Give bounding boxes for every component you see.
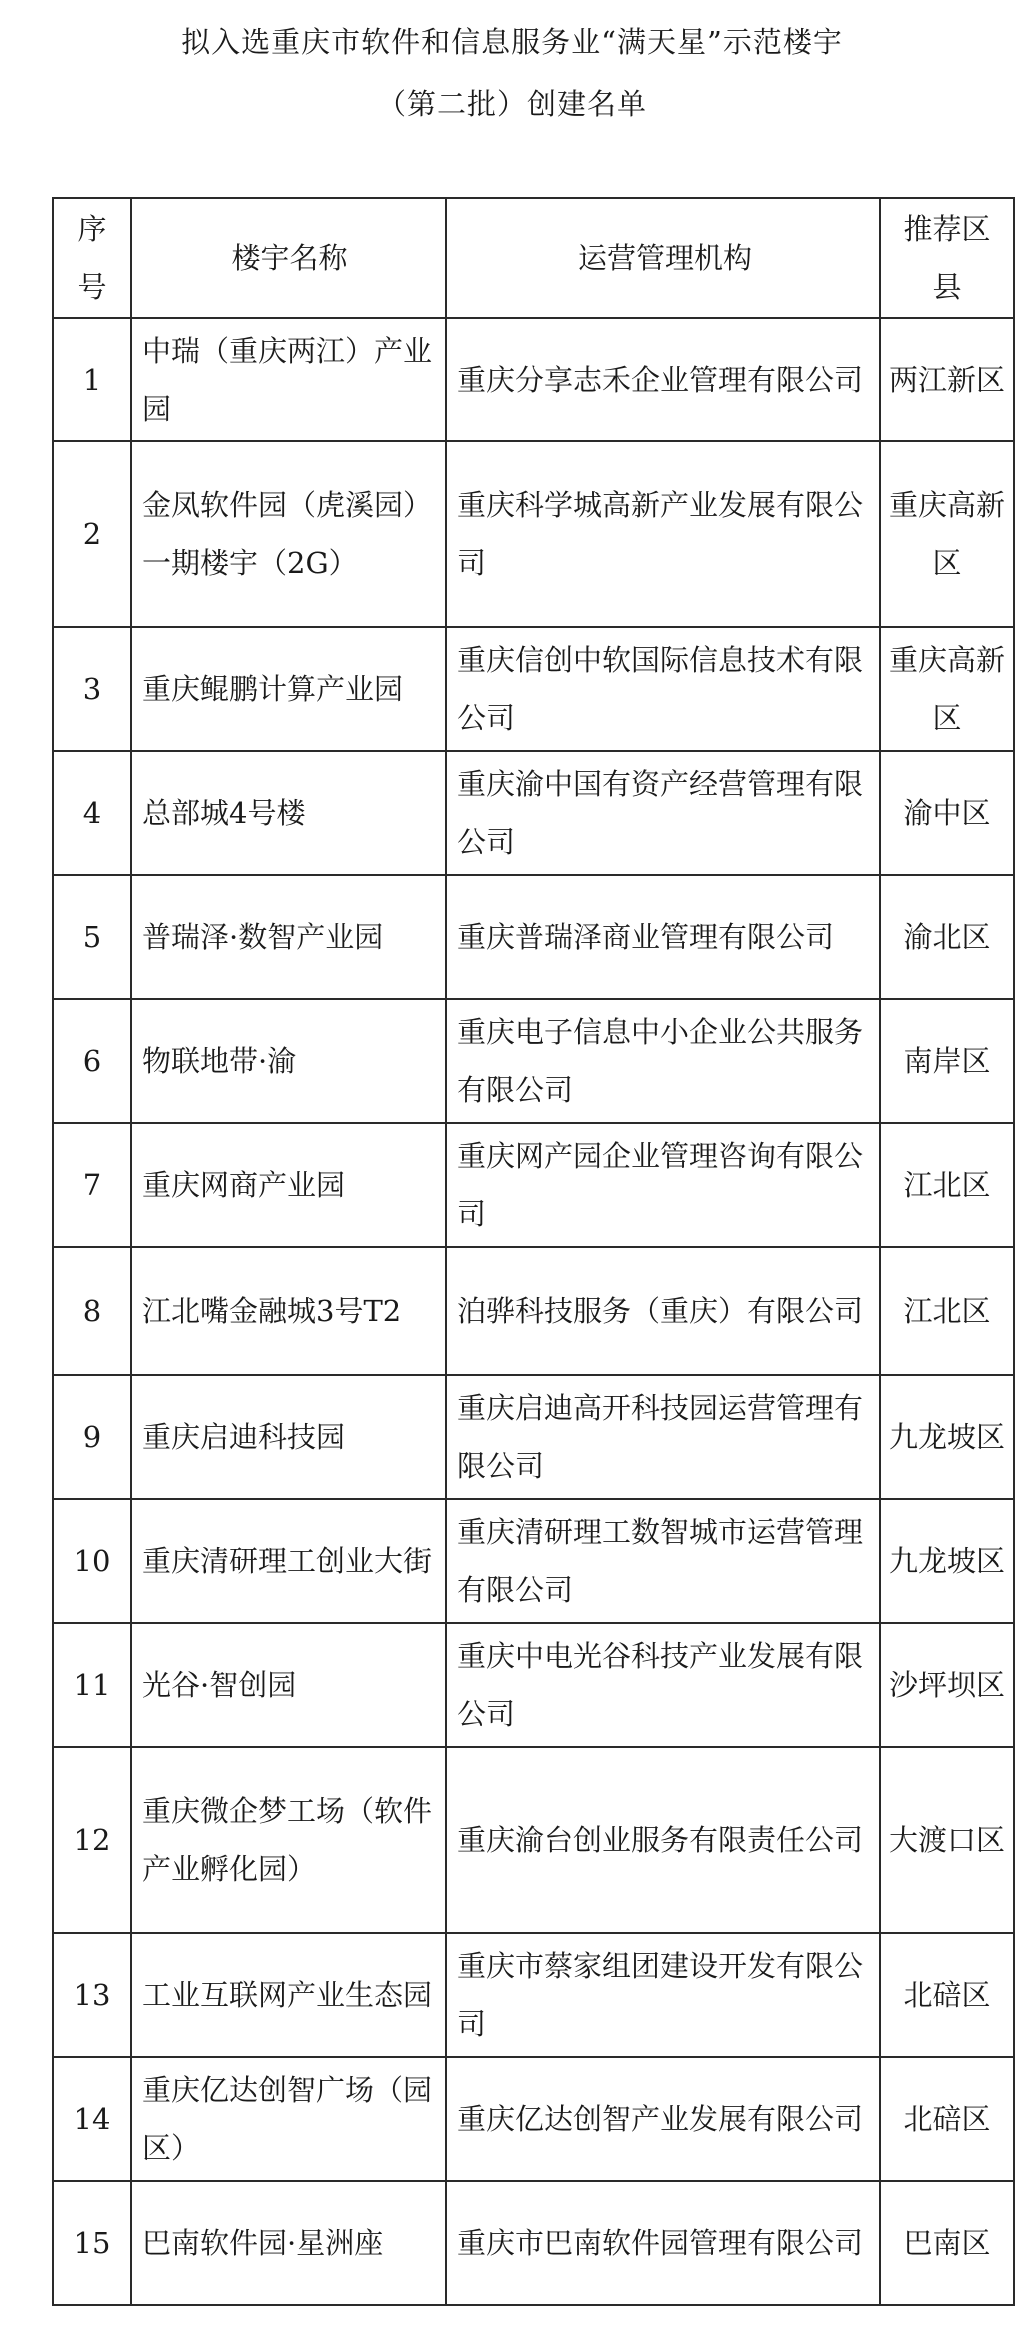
row-district: 江北区 (880, 1123, 1014, 1247)
row-org: 重庆信创中软国际信息技术有限公司 (446, 627, 880, 751)
row-district: 北碚区 (880, 2057, 1014, 2181)
table-row (53, 627, 1014, 751)
row-index: 1 (53, 318, 131, 441)
table-row (53, 318, 1014, 441)
row-index: 14 (53, 2057, 131, 2181)
row-district: 大渡口区 (880, 1747, 1014, 1933)
table-row (53, 999, 1014, 1123)
row-name: 重庆微企梦工场（软件产业孵化园） (131, 1747, 446, 1933)
row-district: 九龙坡区 (880, 1499, 1014, 1623)
row-org: 重庆电子信息中小企业公共服务有限公司 (446, 999, 880, 1123)
row-name: 重庆清研理工创业大街 (131, 1499, 446, 1623)
table-row (53, 2057, 1014, 2181)
table-row (53, 1375, 1014, 1499)
row-district: 沙坪坝区 (880, 1623, 1014, 1747)
row-org: 重庆渝中国有资产经营管理有限公司 (446, 751, 880, 875)
document-title: 拟入选重庆市软件和信息服务业“满天星”示范楼宇 (181, 25, 843, 59)
row-district: 两江新区 (880, 318, 1014, 441)
table-row (53, 875, 1014, 999)
table-row (53, 751, 1014, 875)
header-org: 运营管理机构 (446, 198, 880, 318)
row-index: 8 (53, 1247, 131, 1375)
row-district: 重庆高新区 (880, 627, 1014, 751)
row-index: 2 (53, 441, 131, 627)
row-index: 13 (53, 1933, 131, 2057)
table-row (53, 1747, 1014, 1933)
roster-table (52, 197, 1015, 2306)
row-index: 6 (53, 999, 131, 1123)
table-row (53, 1123, 1014, 1247)
row-org: 重庆普瑞泽商业管理有限公司 (446, 875, 880, 999)
row-name: 江北嘴金融城3号T2 (131, 1247, 446, 1375)
row-district: 九龙坡区 (880, 1375, 1014, 1499)
row-org: 重庆网产园企业管理咨询有限公司 (446, 1123, 880, 1247)
table-row (53, 1933, 1014, 2057)
row-district: 渝中区 (880, 751, 1014, 875)
row-district: 江北区 (880, 1247, 1014, 1375)
table-row (53, 2181, 1014, 2305)
row-name: 重庆亿达创智广场（园区） (131, 2057, 446, 2181)
row-org: 重庆渝台创业服务有限责任公司 (446, 1747, 880, 1933)
row-district: 北碚区 (880, 1933, 1014, 2057)
table-row (53, 1499, 1014, 1623)
row-district: 渝北区 (880, 875, 1014, 999)
row-index: 12 (53, 1747, 131, 1933)
row-name: 普瑞泽·数智产业园 (131, 875, 446, 999)
row-org: 重庆市蔡家组团建设开发有限公司 (446, 1933, 880, 2057)
row-index: 15 (53, 2181, 131, 2305)
table-header-row (53, 198, 1014, 318)
table-row (53, 1247, 1014, 1375)
table-row (53, 441, 1014, 627)
row-index: 10 (53, 1499, 131, 1623)
row-org: 重庆分享志禾企业管理有限公司 (446, 318, 880, 441)
row-name: 金凤软件园（虎溪园）一期楼宇（2G） (131, 441, 446, 627)
row-name: 物联地带·渝 (131, 999, 446, 1123)
row-name: 工业互联网产业生态园 (131, 1933, 446, 2057)
row-index: 4 (53, 751, 131, 875)
header-name: 楼宇名称 (131, 198, 446, 318)
row-org: 重庆市巴南软件园管理有限公司 (446, 2181, 880, 2305)
row-name: 重庆启迪科技园 (131, 1375, 446, 1499)
header-district: 推荐区县 (880, 198, 1014, 318)
row-index: 7 (53, 1123, 131, 1247)
row-index: 11 (53, 1623, 131, 1747)
row-name: 巴南软件园·星洲座 (131, 2181, 446, 2305)
row-org: 重庆亿达创智产业发展有限公司 (446, 2057, 880, 2181)
row-district: 重庆高新区 (880, 441, 1014, 627)
header-index: 序号 (53, 198, 131, 318)
row-org: 重庆启迪高开科技园运营管理有限公司 (446, 1375, 880, 1499)
row-name: 重庆网商产业园 (131, 1123, 446, 1247)
row-district: 巴南区 (880, 2181, 1014, 2305)
row-org: 重庆中电光谷科技产业发展有限公司 (446, 1623, 880, 1747)
row-index: 3 (53, 627, 131, 751)
row-name: 总部城4号楼 (131, 751, 446, 875)
row-name: 重庆鲲鹏计算产业园 (131, 627, 446, 751)
row-name: 光谷·智创园 (131, 1623, 446, 1747)
row-index: 9 (53, 1375, 131, 1499)
row-index: 5 (53, 875, 131, 999)
table-row (53, 1623, 1014, 1747)
row-district: 南岸区 (880, 999, 1014, 1123)
row-org: 重庆清研理工数智城市运营管理有限公司 (446, 1499, 880, 1623)
row-org: 重庆科学城高新产业发展有限公司 (446, 441, 880, 627)
row-org: 泊骅科技服务（重庆）有限公司 (446, 1247, 880, 1375)
document-subtitle: （第二批）创建名单 (376, 87, 647, 121)
row-name: 中瑞（重庆两江）产业园 (131, 318, 446, 441)
